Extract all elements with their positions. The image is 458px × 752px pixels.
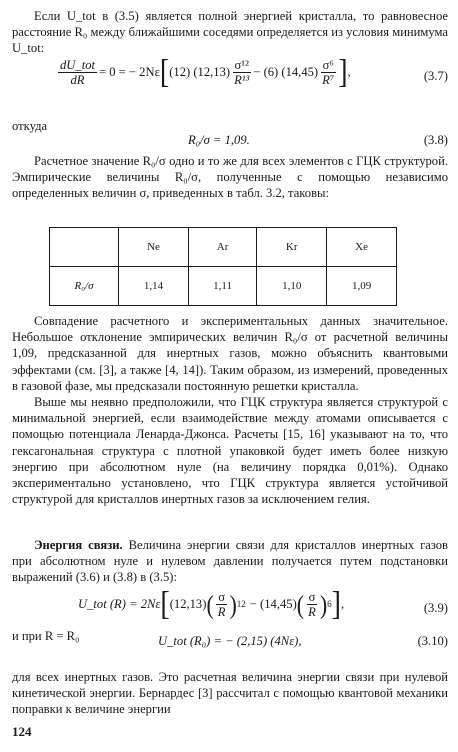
eq39-f2-den: R [308,605,316,619]
table-header-row [50,228,397,267]
table-cell: 1,10 [257,267,327,306]
paragraph-agreement: Совпадение расчетного и экспериментальных данных значительное. Небольшое отклонение эмпирических величин R₀/σ от расчетной величины 1,09, предсказанной для инертных газов, можно объяснить квантовыми эффектами (см. [3], а также [4, 14]). Таким образом, из измерений, проведенных в газовой фазе, мы предсказали постоянную решетки кристалла. [12,314,448,393]
table-header-cell: Ar [188,228,256,267]
eq310-body: U_tot (R₀) = − (2,15) (4Nε), [158,634,302,648]
table-row-label: R₀/σ [50,267,119,306]
eq39-power1: 12 [236,599,246,610]
section-heading-binding-energy: Энергия связи. [34,538,123,552]
eq38-body: R₀/σ = 1,09. [188,133,250,147]
table-header-cell [50,228,119,267]
r0-sigma-table [49,227,397,306]
equation-number-3-9: (3.9) [423,601,448,615]
eq37-term1-den: R¹³ [234,73,250,87]
phrase-and-at: и при R = R₀ [12,629,80,643]
derivative-fraction [58,58,97,87]
eq37-term1-num: σ¹² [234,58,249,72]
page-number: 124 [12,724,32,739]
eq37-tail: , [347,65,351,80]
binding-energy-text: Величина энергии связи для кристаллов инертных газов при абсолютном нуле и нулевом давлении получается путем подстановки выражений (3.6) и (3.8) в (3.5): [12,538,448,585]
equation-number-3-7: (3.7) [423,69,448,83]
eq37-term1-coef: (12) (12,13) [169,65,231,80]
eq37-middle: = 0 = − 2Nε [98,65,160,80]
eq37-term2-den: R⁷ [322,73,335,87]
paragraph-empirical: Расчетное значение R₀/σ одно и то же для всех элементов с ГЦК структурой. Эмпирические величины R₀/σ, полученные с помощью независимо определенных величин σ, приведенных в табл. 3.2, таковы: [12,154,448,201]
eq37-term2-coef: − (6) (14,45) [253,65,319,80]
eq39-power2: 6 [327,599,332,610]
table-header-cell: Kr [257,228,327,267]
word-otkuda: откуда [12,119,48,133]
eq39-term2-coef: − (14,45) [249,597,297,612]
equation-number-3-8: (3.8) [423,133,448,147]
eq39-f1-num: σ [218,590,226,604]
eq39-lhs: U_tot (R) = 2Nε [78,597,161,612]
derivative-denominator: dR [70,73,85,87]
eq37-term2-num: σ⁶ [322,58,334,72]
paragraph-binding-energy [12,537,448,586]
equation-3-8 [12,132,448,152]
table-cell: 1,14 [119,267,189,306]
equation-3-10 [12,633,448,653]
equation-3-7: $\frac{\text{dU\_tot}}{dR}$ = 0 = − 2Nε [ (12) (12,13) $\frac{\text{σ¹²}}{\text{R¹³}}$ − (6) (14,45) $\frac{\text{σ⁶}}{\text{R⁷}}$ ] , (3.7) [60,53,448,91]
table-cell: 1,11 [188,267,256,306]
eq39-term1-coef: (12,13) [169,597,207,612]
equation-number-3-10: (3.10) [417,634,448,648]
eq39-f1-den: R [217,605,226,619]
paragraph-fcc-structure: Выше мы неявно предположили, что ГЦК структура является структурой с минимальной энергией, если взаимодействие между атомами описывается с помощью потенциала Ленарда-Джонса. Расчеты [15, 16] указывают на то, что гексагональная структура с плотной упаковкой будет иметь более низкую энергию при абсолютном нуле (на величину порядка 0,01%). Однако экспериментально установлено, что ГЦК структура является устойчивой структурой для кристаллов инертных газов за исключением гелия. [12,395,448,507]
paragraph-bernardes: для всех инертных газов. Это расчетная величина энергии связи при нулевой кинетической энергии. Бернардес [3] рассчитал с помощью квантовой механики поправки к величине энергии [12,670,448,717]
table-header-cell: Ne [119,228,189,267]
eq39-f2-num: σ [308,590,316,604]
table-row [50,267,397,306]
derivative-numerator: dU_tot [60,58,95,72]
eq39-tail: , [340,597,345,612]
paragraph-utot-intro: Если U_tot в (3.5) является полной энергией кристалла, то равновесное расстояние R₀ между ближайшими соседями определяется из условия минимума U_tot: [12,9,448,56]
equation-3-9: U_tot (R) = 2Nε [ (12,13) ( $\frac{\sigma}{R}$ ) 12 − (14,45) ( $\frac{\sigma}{R}$ ) 6 ] , (3.9) [78,585,448,623]
table-cell: 1,09 [327,267,397,306]
table-header-cell: Xe [327,228,397,267]
